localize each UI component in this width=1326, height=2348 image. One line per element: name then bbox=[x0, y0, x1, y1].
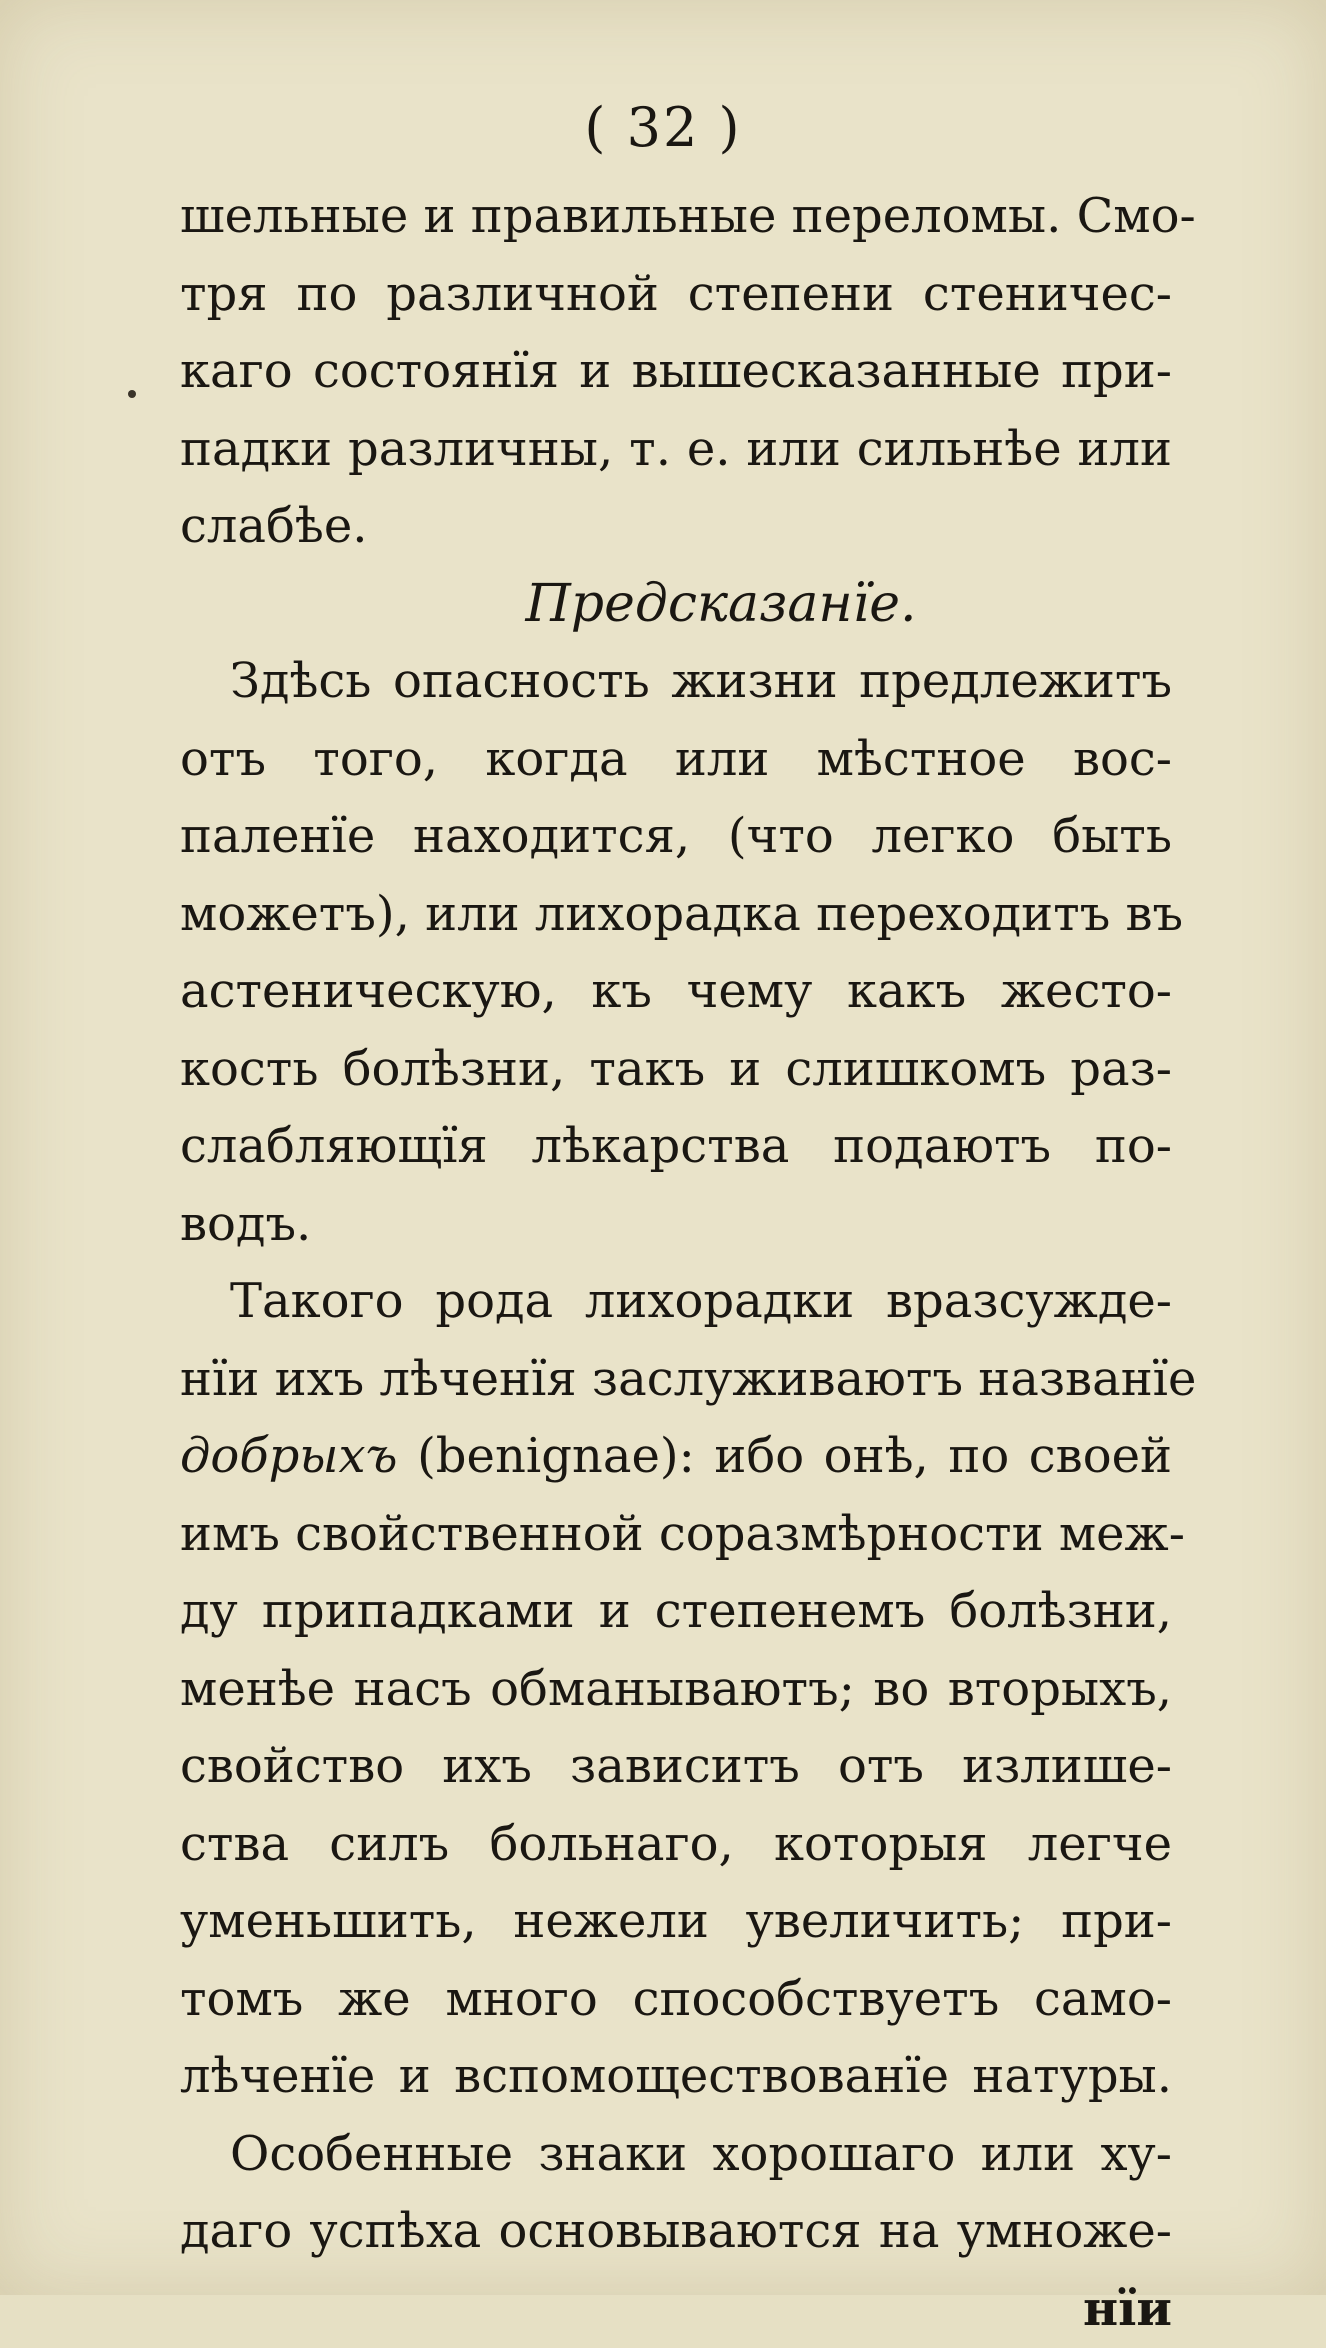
text-line: свойство ихъ зависитъ отъ излише- bbox=[180, 1728, 1172, 1806]
text-line-with-italic bbox=[180, 1418, 1172, 1496]
text-line: астеническую, къ чему какъ жесто- bbox=[180, 953, 1172, 1031]
text-line: Такого рода лихорадки вразсужде- bbox=[180, 1263, 1172, 1341]
text-line: водъ. bbox=[180, 1186, 1172, 1264]
text-line: нïи ихъ лѣченïя заслуживаютъ названïе bbox=[180, 1341, 1172, 1419]
text-line: шельные и правильные переломы. Смо- bbox=[180, 178, 1172, 256]
page-number: ( 32 ) bbox=[0, 96, 1326, 159]
text-line: томъ же много способствуетъ само- bbox=[180, 1961, 1172, 2039]
text-line: слабѣе. bbox=[180, 488, 1172, 566]
text-line: кость болѣзни, такъ и слишкомъ раз- bbox=[180, 1031, 1172, 1109]
text-line: лѣченïе и вспомоществованïе натуры. bbox=[180, 2038, 1172, 2116]
text-line: тря по различной степени стеничес- bbox=[180, 256, 1172, 334]
text-line: ду припадками и степенемъ болѣзни, bbox=[180, 1573, 1172, 1651]
text-line: уменьшить, нежели увеличить; при- bbox=[180, 1883, 1172, 1961]
text-line: слабляющïя лѣкарства подаютъ по- bbox=[180, 1108, 1172, 1186]
text-line: Здѣсь опасность жизни предлежитъ bbox=[180, 643, 1172, 721]
text-line: ства силъ больнаго, которыя легче bbox=[180, 1806, 1172, 1884]
text-line: Особенные знаки хорошаго или ху- bbox=[180, 2116, 1172, 2194]
text-line: даго успѣха основываются на умноже- bbox=[180, 2193, 1172, 2271]
body-text bbox=[180, 178, 1172, 2348]
paper-speck bbox=[128, 390, 136, 398]
text-line: менѣе насъ обманываютъ; во вторыхъ, bbox=[180, 1651, 1172, 1729]
text-fragment: (benignae): ибо онѣ, по своей bbox=[417, 1428, 1172, 1484]
text-line: имъ свойственной соразмѣрности меж- bbox=[180, 1496, 1172, 1574]
text-line: отъ того, когда или мѣстное вос- bbox=[180, 721, 1172, 799]
text-line: паленïе находится, (что легко быть bbox=[180, 798, 1172, 876]
text-line: падки различны, т. е. или сильнѣе или bbox=[180, 411, 1172, 489]
text-line: каго состоянïя и вышесказанные при- bbox=[180, 333, 1172, 411]
section-heading: Предсказанïе. bbox=[180, 566, 1172, 644]
text-line: можетъ), или лихорадка переходитъ въ bbox=[180, 876, 1172, 954]
italic-term: добрыхъ bbox=[180, 1428, 398, 1484]
catchword: нïи bbox=[180, 2271, 1172, 2348]
